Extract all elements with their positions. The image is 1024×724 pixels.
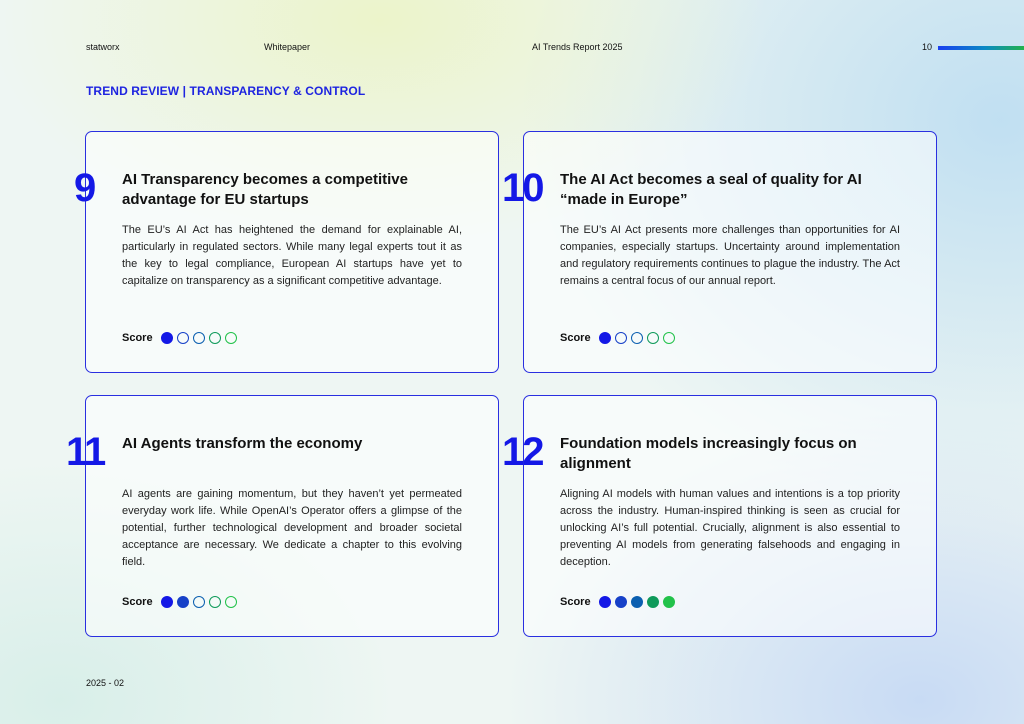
score-dot-filled <box>599 596 611 608</box>
score-rating <box>122 330 241 346</box>
score-label: Score <box>560 332 591 344</box>
trend-card <box>66 395 499 637</box>
trend-title: The AI Act becomes a seal of quality for AI “made in Europe” <box>560 171 862 208</box>
trend-title: AI Transparency becomes a competitive advantage for EU startups <box>122 171 408 208</box>
report-title: AI Trends Report 2025 <box>532 42 623 52</box>
trend-card <box>502 131 937 373</box>
score-rating <box>122 594 241 610</box>
trend-description: AI agents are gaining momentum, but they haven’t yet permeated everyday work life. While OpenAI’s Operator offers a glimpse of the potential, further technological development and broader societal acceptance are necessary. We dedicate a chapter to this evolving field. <box>122 488 462 568</box>
document-type: Whitepaper <box>264 42 311 52</box>
score-dot-filled <box>599 332 611 344</box>
score-dot-empty <box>647 332 659 344</box>
score-dot-empty <box>193 596 205 608</box>
score-dot-filled <box>161 596 173 608</box>
score-rating <box>560 594 679 610</box>
score-dot-empty <box>209 332 221 344</box>
trend-title: Foundation models increasingly focus on alignment <box>560 435 857 472</box>
trend-description: The EU’s AI Act has heightened the demand for explainable AI, particularly in regulated sectors. While many legal experts tout it as the key to legal compliance, European AI startups have yet to capitalize on transparency as a significant competitive advantage. <box>122 224 462 287</box>
score-dot-empty <box>631 332 643 344</box>
score-dot-filled <box>177 596 189 608</box>
footer-date: 2025 - 02 <box>86 678 125 688</box>
trend-number: 10 <box>502 166 543 210</box>
score-dot-filled <box>663 596 675 608</box>
trend-number: 9 <box>74 166 95 210</box>
score-dot-filled <box>631 596 643 608</box>
trend-number: 12 <box>502 430 543 474</box>
trend-description: Aligning AI models with human values and intentions is a top priority across the industry. Human-inspired thinking is seen as crucial for unlocking AI’s full potential. Crucially, alignment is also essential to preventing AI models from generating falsehoods and engaging in deception. <box>560 488 900 568</box>
header-accent-bar <box>938 46 1024 50</box>
score-rating <box>560 330 679 346</box>
score-dot-filled <box>161 332 173 344</box>
trend-card <box>502 395 937 637</box>
score-dot-empty <box>193 332 205 344</box>
score-dot-empty <box>225 332 237 344</box>
score-dot-empty <box>225 596 237 608</box>
score-dot-empty <box>209 596 221 608</box>
page-header <box>0 42 1024 54</box>
section-title: TREND REVIEW | TRANSPARENCY & CONTROL <box>86 84 366 98</box>
score-label: Score <box>122 596 153 608</box>
trend-number: 11 <box>66 430 105 474</box>
score-label: Score <box>122 332 153 344</box>
score-label: Score <box>560 596 591 608</box>
score-dot-filled <box>647 596 659 608</box>
score-dot-filled <box>615 596 627 608</box>
brand-name: statworx <box>86 42 120 52</box>
page-number: 10 <box>922 42 933 52</box>
trend-description: The EU’s AI Act presents more challenges than opportunities for AI companies, especially startups. Uncertainty around implementation and regulatory requirements continues to plague the industry. The Act remains a central focus of our annual report. <box>560 224 900 287</box>
trend-card <box>74 131 499 373</box>
score-dot-empty <box>615 332 627 344</box>
trend-title: AI Agents transform the economy <box>122 435 363 452</box>
score-dot-empty <box>177 332 189 344</box>
score-dot-empty <box>663 332 675 344</box>
